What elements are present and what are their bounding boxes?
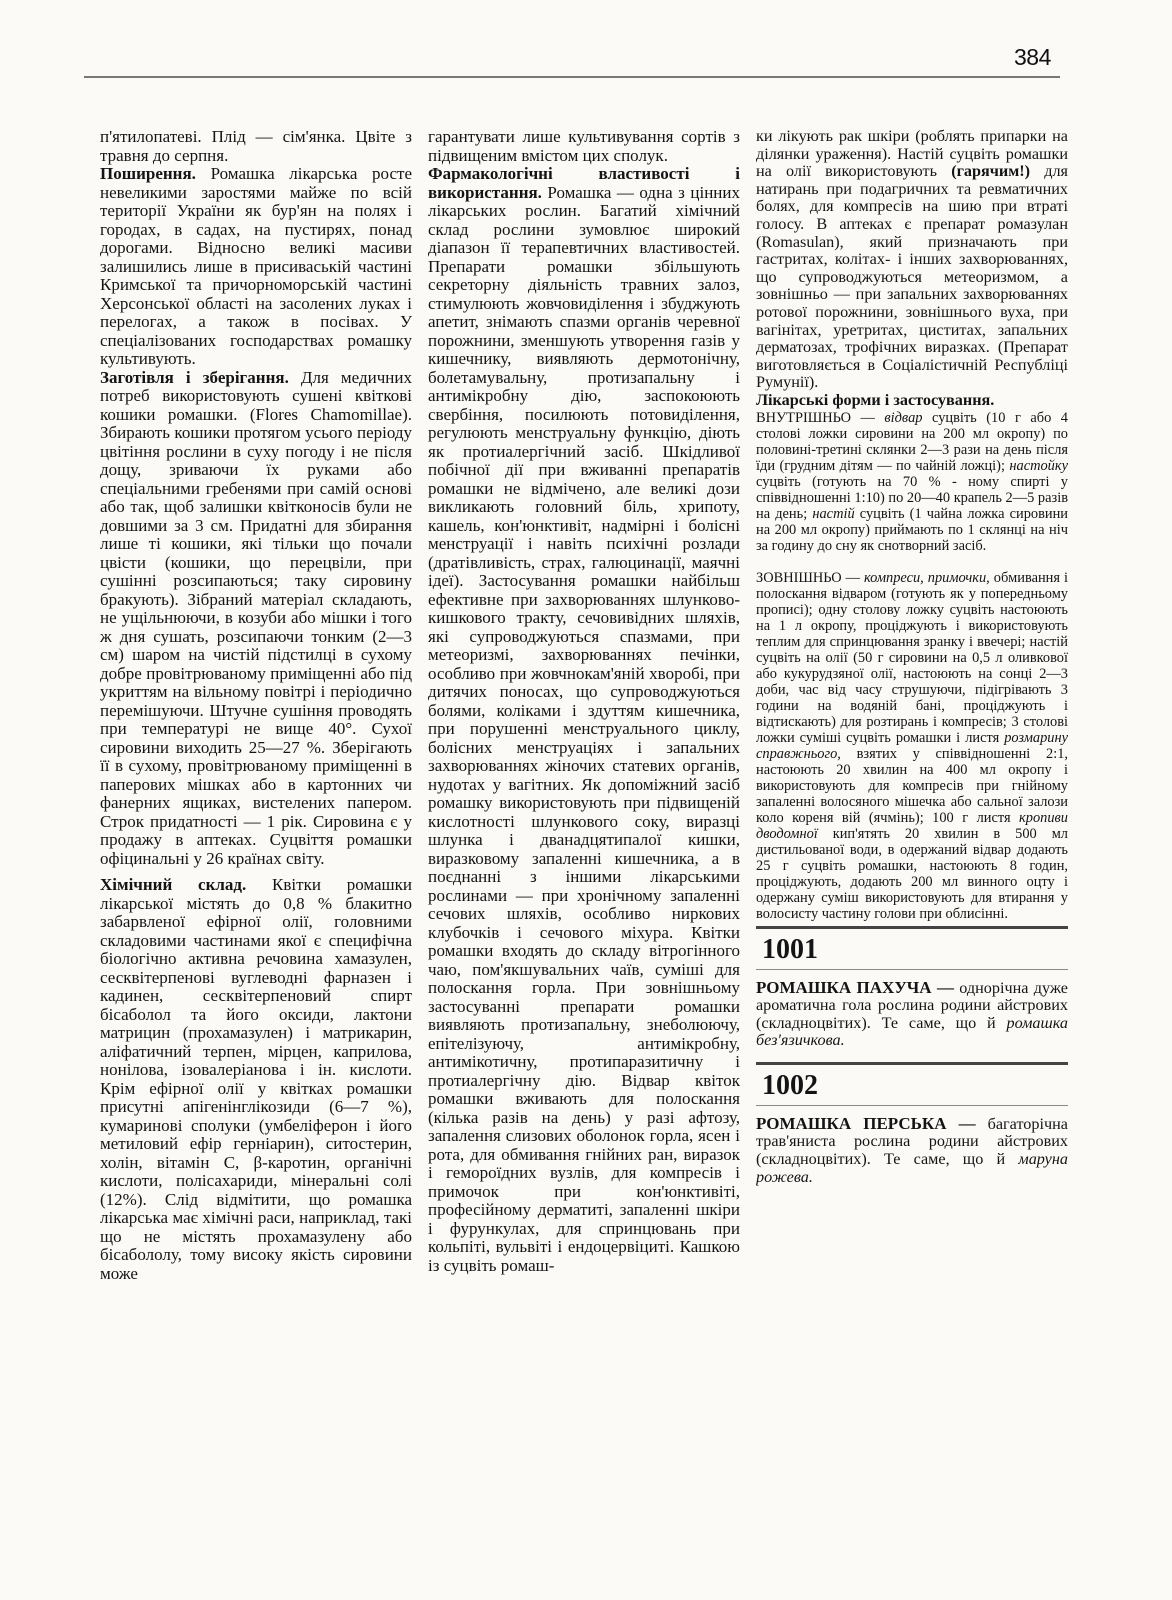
text-column-3: [756, 128, 1068, 1588]
text-chem: Квітки ромашки лікарської містять до 0,8 % блакитно забарвленої ефірної олії, головними складовими частинами якої є специфічна біологічно активна речовина хамазулен, сесквітерпенові вуглеводні фарназен і кадинен, сесквітерпеновий спирт бісаболол та його оксиди, лактони матрицин (прохамазулен) і матрикарин, аліфатичний терпен, мірцен, каприлова, нонілова, ізовалеріанова і ін. кислоти. Крім ефірної олії у квітках ромашки присутні апігенінглікозиди (6—7 %), кумаринові сполуки (умбеліферон і його метиловий ефір герніарин), ситостерин, холін, вітамін С, β-каротин, органічні кислоти, полісахариди, мінеральні солі (12%). Слід відмітити, що ромашка лікарська має хімічні раси, наприклад, такі що не містять прохамазулену або бісабололу, тому високу якість сировини може: [100, 875, 412, 1283]
entry-number: 1001: [762, 933, 818, 965]
heading-pharm: Фармакологічні властивості і використання.: [428, 164, 740, 202]
heading-chem: Хімічний склад.: [100, 875, 247, 894]
text-harvest: Для медичних потреб використовують сушені квіткові кошики ромашки. (Flores Chamomillae). Збирають кошики протягом усього періоду цвітіння рослини в суху погоду і не після дощу, зриваючи їх руками або спеціальними гребенями при самій основі або так, щоб залишки квітконосів були не довшими за 3 см. Придатні для збирання лише ті кошики, які тільки що почали цвісти (кошики, що перецвіли, при сушінні розсипаються; таку сировину бракують). Зібраний матеріал складають, не ущільнюючи, в козуби або мішки і того ж дня сушать, розсипаючи тонким (2—3 см) шаром на чистій підстилці в сухому добре провітрюваному приміщенні або під укриттям на вільному повітрі і періодично перемішуючи. Штучне сушіння проводять при температурі не вище 40°. Сухої сировини виходить 25—27 %. Зберігають її в сухому, провітрюваному приміщенні в паперових мішках або в картонних чи фанерних ящиках, вистелених папером. Строк придатності — 1 рік. Сировина є у продажу в аптеках. Суцвіття ромашки офіцинальні у 26 країнах світу.: [100, 367, 412, 868]
entry-rule: [756, 969, 1068, 970]
paragraph-pharm: [428, 165, 740, 1275]
entry-reference: ромашка без'язичкова.: [756, 1013, 1068, 1050]
paragraph-continued: гарантувати лише культивування сортів з підвищеним вмістом цих сполук.: [428, 128, 740, 165]
label-internal: ВНУТРІШНЬО —: [756, 409, 885, 426]
dictionary-entry-1001: [756, 926, 1068, 1050]
entry-title: РОМАШКА ПАХУЧА —: [756, 977, 955, 997]
heading-forms: Лікарські форми і застосування.: [756, 390, 995, 409]
paragraph-spread: [100, 165, 412, 369]
emphasis-hot: (гарячим!): [951, 162, 1031, 181]
entry-rule: [756, 926, 1068, 929]
paragraph-continued-3: ки лікують рак шкіри (роблять припарки на ділянки ураження). Настій суцвіть ромашки на олії використовують (гарячим!) для натирань при подагричних та ревматичних болях, для компресів на шию при втраті голосу. В аптеках є препарат ромазулан (Romasulan), який призначають при гастритах, колітах- і інших захворюваннях, що супроводжуються метеоризмом, а зовнішньо — при запальних захворюваннях ротової порожнини, зовнішнього вуха, при вагінітах, уретритах, циститах, запальних дерматозах, трофічних виразках. (Препарат виготовляється в Соціалістичній Республіці Румунії).: [756, 128, 1068, 392]
entry-reference: маруна рожева.: [756, 1150, 1068, 1186]
text-pharm: Ромашка — одна з цінних лікарських рослин. Багатий хімічний склад рослини зумовлює широкий діапазон її терапевтичних властивостей. Препарати ромашки збільшують секреторну діяльність травних залоз, стимулюють жовчовиділення і збуджують апетит, знімають спазми органів черевної порожнини, зменшують утворення газів у кишечнику, виявляють дермотонічну, болетамувальну, протизапальну і антимікробну дію, заспокоюють свербіння, посилюють потовиділення, регулюють менструальну функцію, діють як протиалергічний засіб. Шкідливої побічної дії при вживанні препаратів ромашки не відмічено, але великі дози викликають головний біль, хрипоту, кашель, кон'юнктивіт, надмірні і болісні менструації і навіть психічні розлади (дратівливість, страх, галюцинації, маячні ідеї). Застосування ромашки найбільш ефективне при захворюваннях шлунково-кишкового тракту, сечовивідних шляхів, які супроводжуються спазмами, при метеоризмі, захворюваннях печінки, особливо при жовчнокам'яній хворобі, при дитячих поносах, що супроводжуються болями, коліками і здуттям кишечника, при порушенні менструального циклу, болісних менструаціях і запальних захворюваннях жіночих статевих органів, нудотах у вагітних. Як допоміжний засіб ромашку використовують при підвищеній кислотності шлункового соку, виразці шлунка і дванадцятипалої кишки, виразковому запаленні кишечника, а в поєднанні з іншими лікарськими рослинами — при хронічному запаленні сечових шляхів, особливо ниркових клубочків і сечового міхура. Квітки ромашки входять до складу вітрогінного чаю, пом'якшувальних чаїв, суміші для полоскання горла. При зовнішньому застосуванні препарати ромашки виявляють протизапальну, знеболюючу, епітелізуючу, антимікробну, антимікотичну, протипаразитичну і протиалергічну дію. Відвар квіток ромашки вживають для полоскання (кілька разів на день) у разі афтозу, запалення слизових оболонок горла, ясен і рота, для обмивання гнійних ран, виразок і геморoїдних вузлів, для компресів і примочок при кон'юнктивіті, професійному дерматиті, запаленні шкіри і фурункулах, для спринцювань при кольпіті, вульвіті і ендоцервіциті. Кашкою із суцвіть ромаш-: [428, 182, 740, 1275]
text-column-2: [428, 128, 740, 1588]
paragraph-intro: п'ятилопатеві. Плід — сім'янка. Цвіте з травня до серпня.: [100, 128, 412, 165]
entry-title: РОМАШКА ПЕРСЬКА —: [756, 1113, 976, 1133]
entry-number: 1002: [762, 1069, 818, 1101]
entry-text: РОМАШКА ПЕРСЬКА — багаторічна трав'яниста рослина родини айстрових (складноцвітих). Те саме, що й маруна рожева.: [756, 1113, 1068, 1186]
heading-spread: Поширення.: [100, 164, 196, 183]
entry-rule: [756, 1105, 1068, 1106]
text-spread: Ромашка лікарська росте невеликими заростями майже по всій території України як бур'ян на полях і городах, в садах, на пустирях, понад дорогами. Відносно великі масиви залишились лише в присиваській частині Кримської та причорноморській частині Херсонської області на засолених луках і перелогах, а також в посівах. У спеціалізованих господарствах ромашку культивують.: [100, 164, 412, 368]
header-rule: [84, 76, 1060, 78]
paragraph-internal: ВНУТРІШНЬО — відвар суцвіть (10 г або 4 столові ложки сировини на 200 мл окропу) по половині-третині склянки 2—3 рази на день після їди (грудним дітям — по чайній ложці); настойку суцвіть (готують на 70 % - ному спирті у співвідношенні 1:10) по 20—40 крапель 2—5 разів на день; настій суцвіть (1 чайна ложка сировини на 200 мл окропу) приймають по 1 склянці на ніч за годину до сну як снотворний засіб.: [756, 409, 1068, 554]
dictionary-entry-1002: [756, 1062, 1068, 1186]
label-external: ЗОВНІШНЬО —: [756, 569, 864, 586]
page-number: 384: [1014, 44, 1051, 70]
entry-text: РОМАШКА ПАХУЧА — однорічна дуже ароматична гола рослина родини айстрових (складноцвітих). Те саме, що й ромашка без'язичкова.: [756, 977, 1068, 1050]
paragraph-external: ЗОВНІШНЬО — компреси, примочки, обмивання і полоскання відваром (готують як у попередньому прописі); одну столову ложку суцвіть настоюють на 1 л окропу, проціджують і використовують теплим для спринцювання зранку і ввечері; настій суцвіть на олії (50 г сировини на 0,5 л оливкової або кукурудзяної олії, настоюють на сонці 2—3 доби, час від часу струшуючи, підігрівають 3 години на водяній бані, проціджують і відтискають) для розтирань і компресів; 3 столові ложки суміші суцвіть ромашки і листя розмарину справжнього, взятих у співвідношенні 2:1, настоюють 20 хвилин на 400 мл окропу і використовують для компресів при гнійному запаленні волосяного мішечка або сальної залози коло кореня вій (ячмінь); 100 г листя кропиви дводомної кип'ятять 20 хвилин в 500 мл дистильованої води, в одержаний відвар додають 25 г суцвіть ромашки, настоюють 8 годин, проціджують, додають 200 мл винного оцту і одержану суміш використовують для втирання у волосисту частину голови при облисінні.: [756, 569, 1068, 922]
paragraph-harvest: [100, 369, 412, 869]
paragraph-chem: [100, 876, 412, 1283]
text-column-1: [100, 128, 412, 1588]
heading-harvest: Заготівля і зберігання.: [100, 367, 289, 387]
entry-rule: [756, 1062, 1068, 1065]
